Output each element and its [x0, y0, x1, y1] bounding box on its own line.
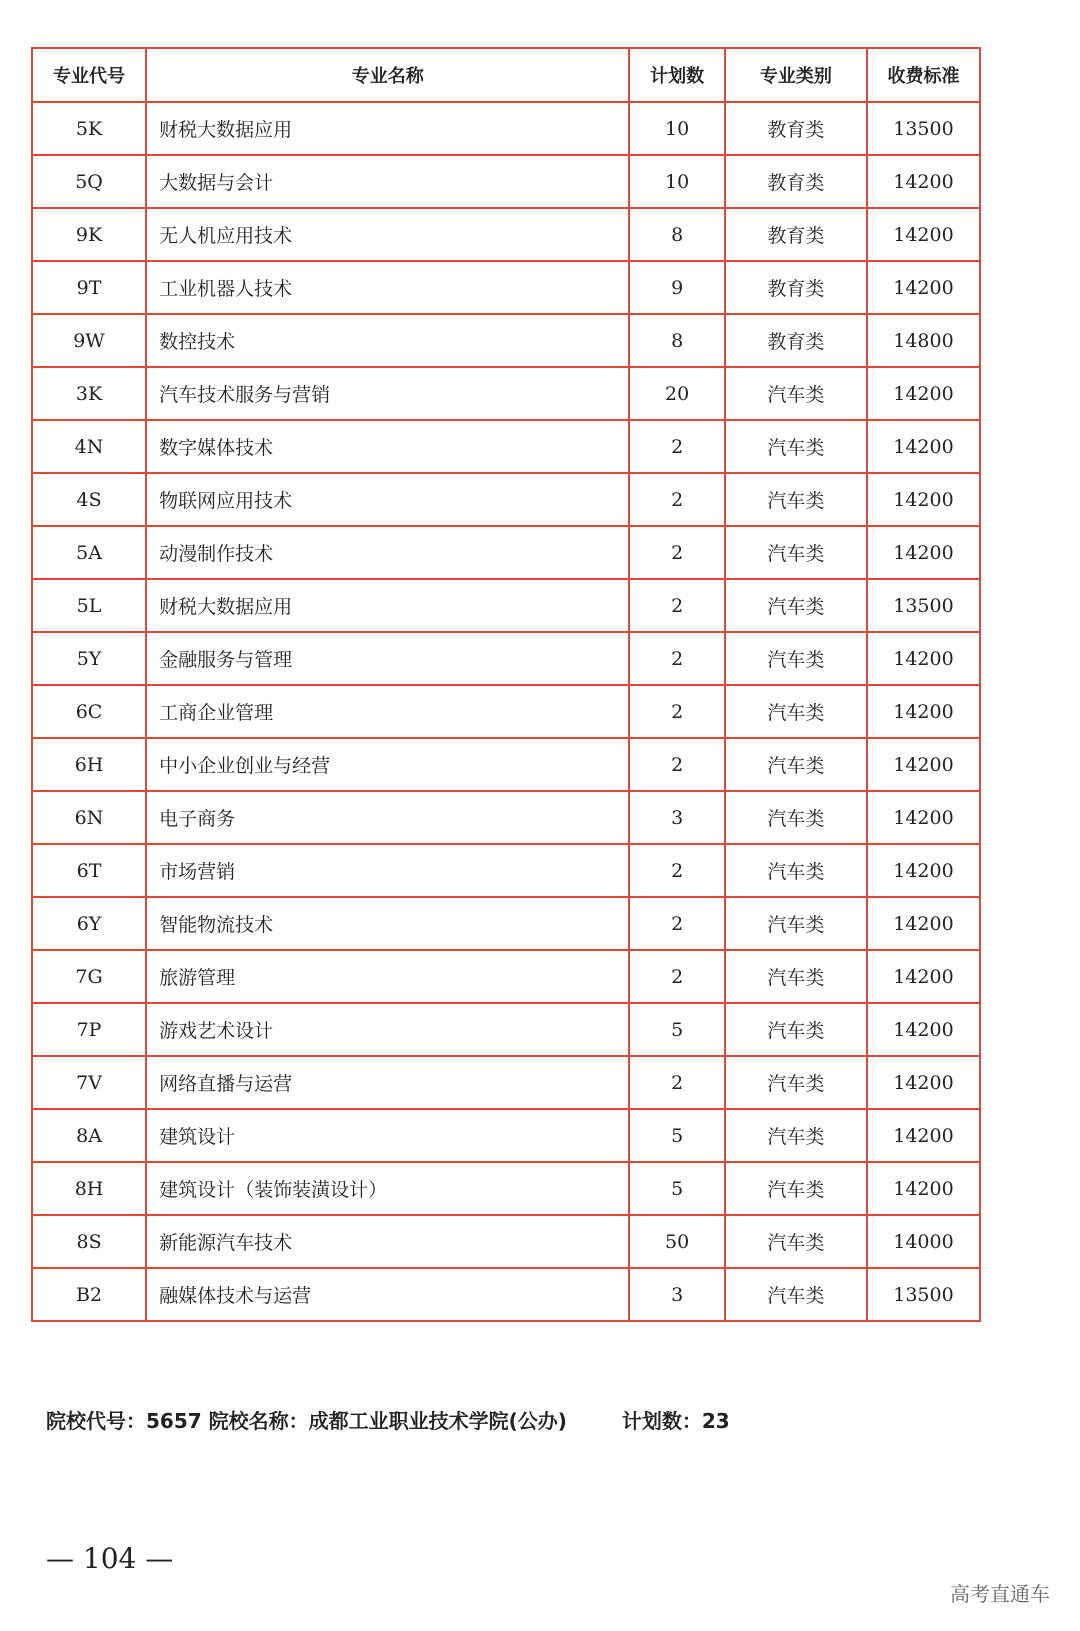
cell-code: 6Y [32, 897, 146, 950]
cell-fee: 14200 [867, 791, 980, 844]
cell-name: 工商企业管理 [146, 685, 629, 738]
table-row [32, 1056, 980, 1109]
page-number: — 104 — [46, 1542, 174, 1575]
cell-name: 财税大数据应用 [146, 102, 629, 155]
cell-category: 汽车类 [725, 844, 867, 897]
cell-name: 旅游管理 [146, 950, 629, 1003]
cell-code: 9T [32, 261, 146, 314]
cell-category: 汽车类 [725, 1056, 867, 1109]
cell-fee: 14200 [867, 155, 980, 208]
cell-fee: 13500 [867, 1268, 980, 1321]
school-code-label: 院校代号： [46, 1409, 146, 1433]
cell-name: 财税大数据应用 [146, 579, 629, 632]
school-plan: 23 [701, 1409, 730, 1433]
cell-name: 网络直播与运营 [146, 1056, 629, 1109]
cell-category: 汽车类 [725, 367, 867, 420]
cell-plan: 2 [629, 1056, 724, 1109]
school-name: 成都工业职业技术学院(公办) [308, 1409, 567, 1433]
cell-code: 9W [32, 314, 146, 367]
table-row [32, 579, 980, 632]
cell-category: 汽车类 [725, 526, 867, 579]
cell-plan: 2 [629, 420, 724, 473]
school-info [46, 1405, 730, 1434]
cell-category: 汽车类 [725, 1268, 867, 1321]
cell-code: 5A [32, 526, 146, 579]
cell-fee: 14200 [867, 844, 980, 897]
cell-fee: 14200 [867, 208, 980, 261]
cell-name: 金融服务与管理 [146, 632, 629, 685]
cell-name: 大数据与会计 [146, 155, 629, 208]
table-row [32, 1162, 980, 1215]
cell-code: 7P [32, 1003, 146, 1056]
cell-category: 汽车类 [725, 420, 867, 473]
cell-code: 6H [32, 738, 146, 791]
cell-code: 5K [32, 102, 146, 155]
cell-code: 8H [32, 1162, 146, 1215]
table-row [32, 1003, 980, 1056]
table-row [32, 685, 980, 738]
table-row [32, 897, 980, 950]
cell-plan: 8 [629, 208, 724, 261]
cell-plan: 2 [629, 632, 724, 685]
cell-fee: 14200 [867, 367, 980, 420]
cell-code: 6N [32, 791, 146, 844]
cell-plan: 5 [629, 1003, 724, 1056]
cell-category: 汽车类 [725, 738, 867, 791]
cell-code: 6T [32, 844, 146, 897]
cell-fee: 14200 [867, 897, 980, 950]
table-row [32, 208, 980, 261]
table-row [32, 473, 980, 526]
cell-code: 8S [32, 1215, 146, 1268]
table-row [32, 261, 980, 314]
cell-fee: 13500 [867, 579, 980, 632]
cell-plan: 5 [629, 1109, 724, 1162]
table-row [32, 102, 980, 155]
cell-name: 中小企业创业与经营 [146, 738, 629, 791]
cell-fee: 14200 [867, 738, 980, 791]
cell-code: 6C [32, 685, 146, 738]
cell-plan: 2 [629, 738, 724, 791]
cell-code: 7V [32, 1056, 146, 1109]
cell-plan: 2 [629, 950, 724, 1003]
table-row [32, 526, 980, 579]
cell-plan: 5 [629, 1162, 724, 1215]
cell-plan: 10 [629, 102, 724, 155]
cell-fee: 13500 [867, 102, 980, 155]
cell-category: 教育类 [725, 314, 867, 367]
cell-fee: 14200 [867, 632, 980, 685]
table-row [32, 1215, 980, 1268]
cell-name: 汽车技术服务与营销 [146, 367, 629, 420]
cell-category: 教育类 [725, 155, 867, 208]
school-plan-label: 计划数： [621, 1409, 702, 1433]
table-row [32, 632, 980, 685]
cell-plan: 2 [629, 526, 724, 579]
cell-fee: 14200 [867, 1162, 980, 1215]
cell-plan: 2 [629, 844, 724, 897]
cell-name: 无人机应用技术 [146, 208, 629, 261]
cell-name: 融媒体技术与运营 [146, 1268, 629, 1321]
cell-plan: 20 [629, 367, 724, 420]
cell-name: 工业机器人技术 [146, 261, 629, 314]
table-row [32, 367, 980, 420]
cell-category: 教育类 [725, 102, 867, 155]
cell-fee: 14200 [867, 950, 980, 1003]
cell-name: 物联网应用技术 [146, 473, 629, 526]
cell-fee: 14200 [867, 1109, 980, 1162]
cell-fee: 14200 [867, 420, 980, 473]
cell-category: 教育类 [725, 208, 867, 261]
cell-code: 5L [32, 579, 146, 632]
cell-plan: 3 [629, 1268, 724, 1321]
cell-name: 游戏艺术设计 [146, 1003, 629, 1056]
cell-name: 数字媒体技术 [146, 420, 629, 473]
cell-category: 汽车类 [725, 1003, 867, 1056]
cell-fee: 14200 [867, 473, 980, 526]
header-fee: 收费标准 [867, 48, 980, 102]
cell-name: 建筑设计 [146, 1109, 629, 1162]
header-code: 专业代号 [32, 48, 146, 102]
cell-plan: 2 [629, 685, 724, 738]
cell-plan: 10 [629, 155, 724, 208]
cell-name: 新能源汽车技术 [146, 1215, 629, 1268]
cell-name: 建筑设计（装饰装潢设计） [146, 1162, 629, 1215]
table-header-row [32, 48, 980, 102]
cell-category: 教育类 [725, 261, 867, 314]
cell-fee: 14000 [867, 1215, 980, 1268]
table-body [32, 102, 980, 1321]
header-name: 专业名称 [146, 48, 629, 102]
cell-category: 汽车类 [725, 1215, 867, 1268]
cell-code: 8A [32, 1109, 146, 1162]
cell-fee: 14200 [867, 261, 980, 314]
cell-fee: 14200 [867, 526, 980, 579]
cell-plan: 2 [629, 897, 724, 950]
cell-code: 5Y [32, 632, 146, 685]
cell-category: 汽车类 [725, 473, 867, 526]
cell-name: 数控技术 [146, 314, 629, 367]
table-row [32, 1109, 980, 1162]
header-category: 专业类别 [725, 48, 867, 102]
cell-name: 智能物流技术 [146, 897, 629, 950]
cell-plan: 9 [629, 261, 724, 314]
cell-code: 3K [32, 367, 146, 420]
cell-name: 市场营销 [146, 844, 629, 897]
cell-fee: 14200 [867, 1003, 980, 1056]
table-row [32, 314, 980, 367]
cell-code: 9K [32, 208, 146, 261]
cell-category: 汽车类 [725, 1162, 867, 1215]
cell-name: 动漫制作技术 [146, 526, 629, 579]
cell-fee: 14200 [867, 685, 980, 738]
cell-category: 汽车类 [725, 579, 867, 632]
table-row [32, 420, 980, 473]
watermark: 高考直通车 [950, 1582, 1050, 1606]
cell-category: 汽车类 [725, 632, 867, 685]
cell-category: 汽车类 [725, 685, 867, 738]
cell-category: 汽车类 [725, 897, 867, 950]
cell-plan: 8 [629, 314, 724, 367]
cell-fee: 14200 [867, 1056, 980, 1109]
cell-category: 汽车类 [725, 1109, 867, 1162]
cell-fee: 14800 [867, 314, 980, 367]
cell-code: 5Q [32, 155, 146, 208]
cell-code: 4N [32, 420, 146, 473]
table-row [32, 950, 980, 1003]
cell-plan: 50 [629, 1215, 724, 1268]
majors-table [31, 47, 981, 1322]
cell-category: 汽车类 [725, 791, 867, 844]
school-name-label: 院校名称： [208, 1409, 309, 1433]
header-plan: 计划数 [629, 48, 724, 102]
school-code: 5657 [146, 1409, 202, 1433]
cell-name: 电子商务 [146, 791, 629, 844]
cell-plan: 2 [629, 579, 724, 632]
cell-plan: 3 [629, 791, 724, 844]
table-row [32, 844, 980, 897]
cell-code: 4S [32, 473, 146, 526]
cell-code: 7G [32, 950, 146, 1003]
table-row [32, 1268, 980, 1321]
cell-code: B2 [32, 1268, 146, 1321]
cell-category: 汽车类 [725, 950, 867, 1003]
table-row [32, 155, 980, 208]
table-row [32, 738, 980, 791]
cell-plan: 2 [629, 473, 724, 526]
table-row [32, 791, 980, 844]
